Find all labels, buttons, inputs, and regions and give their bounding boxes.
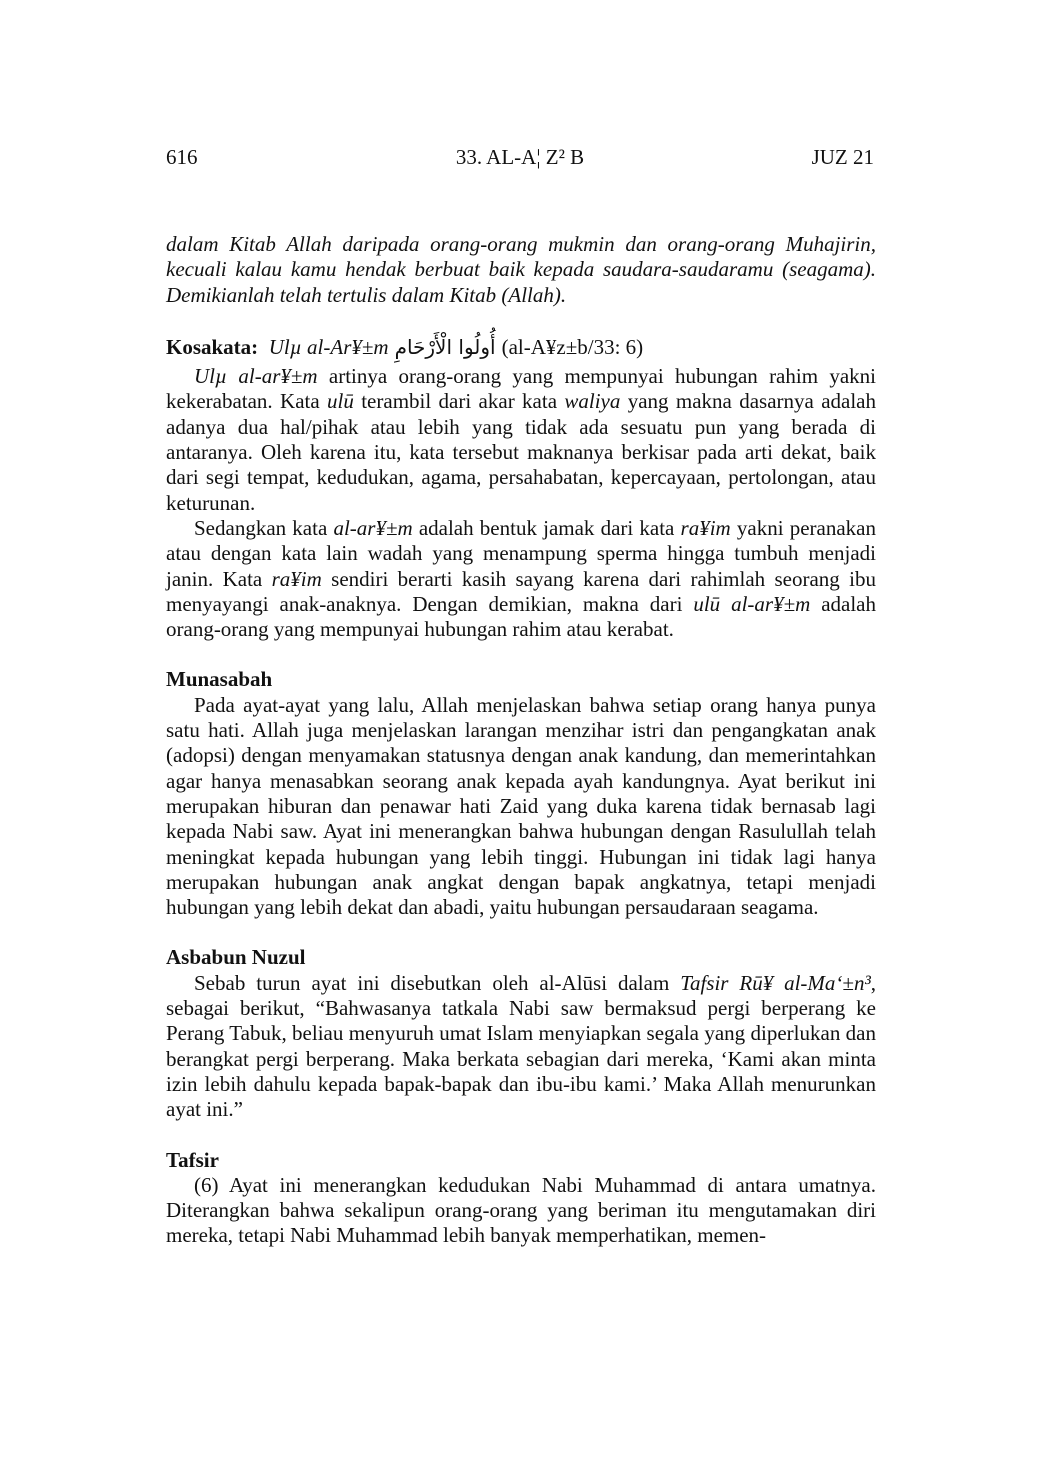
- tafsir-paragraph: (6) Ayat ini menerangkan kedudukan Nabi Muhammad di antara umatnya. Diterangkan bahwa sekalipun orang-orang yang beriman itu mengutamakan diri mereka, tetapi Nabi Muhammad lebih banyak memperhatikan, memen-: [166, 1172, 876, 1248]
- asbabun-nuzul-heading: Asbabun Nuzul: [166, 945, 306, 970]
- surah-title: 33. AL-A¦ Z² B: [455, 145, 585, 169]
- kosakata-paragraph-2: Sedangkan kata al-ar¥±m adalah bentuk jamak dari kata ra¥im yakni peranakan atau dengan kata lain wadah yang menampung sperma hingga tumbuh menjadi janin. Kata ra¥im sendiri berarti kasih sayang karena dari rahimlah seorang ibu menyayangi anak-anaknya. Dengan demikian, makna dari ulū al-ar¥±m adalah orang-orang yang mempunyai hubungan rahim atau kerabat.: [166, 515, 876, 642]
- munasabah-paragraph: Pada ayat-ayat yang lalu, Allah menjelaskan bahwa setiap orang hanya punya satu hati. Allah juga menjelaskan larangan menzihar istri dan pengangkatan anak (adopsi) dengan menyamakan statusnya dengan anak kandung, dan memerintahkan agar hanya menasabkan seorang anak kepada ayah kandungnya. Ayat berikut ini merupakan hiburan dan penawar hati Zaid yang duka karena tidak bernasab lagi kepada Nabi saw. Ayat ini menerangkan bahwa hubungan dengan Rasulullah telah meningkat kepada hubungan yang lebih tinggi. Hubungan ini tidak lagi hanya merupakan hubungan anak angkat dengan bapak angkatnya, tetapi menjadi hubungan yang lebih dekat dan abadi, yaitu hubungan persaudaraan seagama.: [166, 692, 876, 920]
- asbabun-nuzul-paragraph: Sebab turun ayat ini disebutkan oleh al-Alūsi dalam Tafsir Rū¥ al-Ma‘±n³, sebagai berikut, “Bahwasanya tatkala Nabi saw bermaksud pergi berperang ke Perang Tabuk, beliau menyuruh umat Islam menyiapkan segala yang diperlukan dan berangkat pergi berperang. Maka berkata sebagian dari mereka, ‘Kami akan minta izin lebih dahulu kepada bapak-bapak dan ibu-ibu kami.’ Maka Allah menurunkan ayat ini.”: [166, 970, 876, 1122]
- tafsir-heading: Tafsir: [166, 1147, 219, 1172]
- kosakata-arabic: أُولُوا الْأَرْحَامِ: [394, 334, 496, 359]
- kosakata-line: [166, 335, 876, 360]
- page-header: [166, 145, 874, 173]
- juz-label: JUZ 21: [811, 145, 874, 169]
- kosakata-paragraph-1: Ulµ al-ar¥±m artinya orang-orang yang mempunyai hubungan rahim yakni kekerabatan. Kata ulū terambil dari akar kata waliya yang makna dasarnya adalah adanya dua hal/pihak atau lebih yang tidak ada sesuatu pun yang berada di antaranya. Oleh karena itu, kata tersebut maknanya berkisar pada arti dekat, baik dari segi tempat, kedudukan, agama, persahabatan, kepercayaan, pertolongan, atau keturunan.: [166, 364, 877, 515]
- page-body: [166, 232, 876, 1249]
- kosakata-reference: (al-A¥z±b/33: 6): [501, 334, 644, 359]
- page-number: 616: [166, 145, 198, 169]
- kosakata-label: Kosakata:: [166, 334, 259, 359]
- kosakata-term: Ulµ al-Ar¥±m: [268, 334, 389, 359]
- tafsir-book-title: Tafsir Rū¥ al-Ma‘±n³: [680, 970, 871, 995]
- munasabah-heading: Munasabah: [166, 667, 273, 692]
- translation-continuation: dalam Kitab Allah daripada orang-orang mukmin dan orang-orang Muhajirin, kecuali kalau kamu hendak berbuat baik kepada saudara-saudaramu (seagama). Demikianlah telah tertulis dalam Kitab (Allah).: [166, 232, 876, 307]
